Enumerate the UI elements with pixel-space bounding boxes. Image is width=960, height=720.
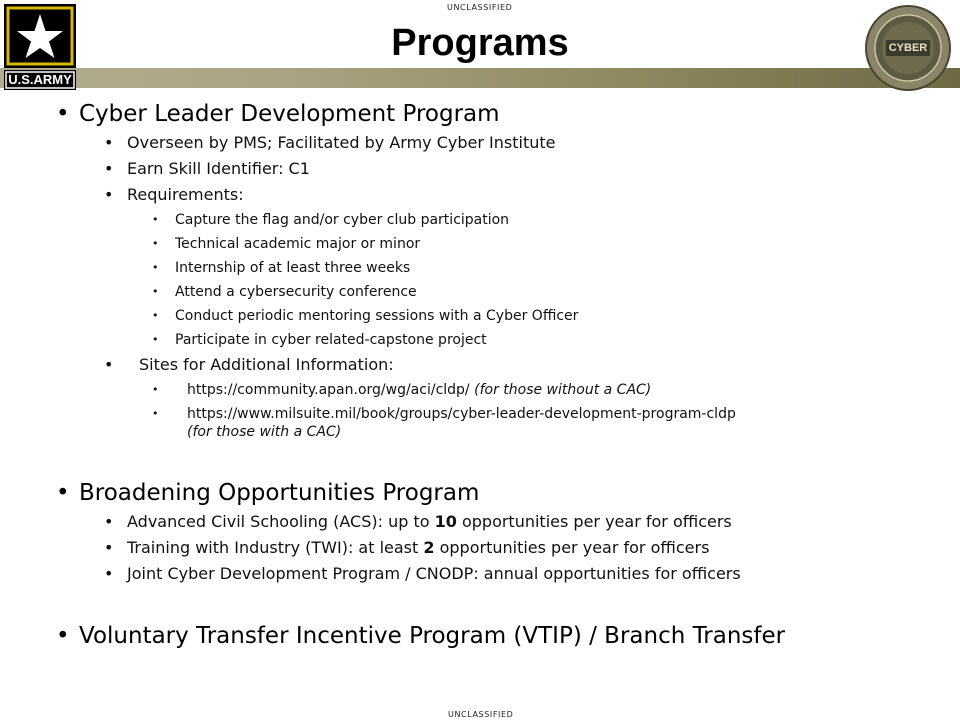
- bop-item-count: 2: [423, 538, 435, 557]
- bullet: •: [104, 159, 114, 178]
- bullet: •: [152, 383, 159, 396]
- vtip-heading: Voluntary Transfer Incentive Program (VTIP) / Branch Transfer: [79, 623, 786, 649]
- requirement-item: Participate in cyber related-capstone project: [175, 332, 487, 348]
- bop-item-count: 10: [434, 512, 457, 531]
- seal-text: CYBER: [888, 42, 928, 54]
- requirement-item: Capture the flag and/or cyber club participation: [175, 212, 510, 228]
- bullet: •: [152, 261, 159, 274]
- site-note: [187, 423, 341, 441]
- bop-item-text: Advanced Civil Schooling (ACS): up to: [127, 512, 435, 531]
- bullet: •: [152, 213, 159, 226]
- site-link[interactable]: [187, 381, 651, 399]
- classification-top: UNCLASSIFIED: [447, 3, 513, 12]
- bop-item: [127, 512, 732, 532]
- bullet: •: [104, 512, 114, 531]
- site-note: (for those without a CAC): [474, 382, 652, 398]
- bop-heading: Broadening Opportunities Program: [79, 480, 480, 506]
- bullet: •: [56, 480, 70, 506]
- requirement-item: Conduct periodic mentoring sessions with a Cyber Officer: [175, 308, 579, 324]
- header-band: [0, 68, 960, 88]
- site-note-text: (for those with a CAC): [187, 424, 342, 440]
- classification-bottom: UNCLASSIFIED: [448, 710, 514, 719]
- requirement-item: Attend a cybersecurity conference: [175, 284, 417, 300]
- bullet: •: [152, 285, 159, 298]
- bullet: •: [104, 185, 114, 204]
- cldp-heading: Cyber Leader Development Program: [79, 101, 500, 127]
- bullet: •: [104, 538, 114, 557]
- bullet: •: [104, 133, 114, 152]
- bop-item: [127, 538, 709, 558]
- bullet: •: [152, 407, 159, 420]
- bop-item-text: Training with Industry (TWI): at least: [127, 538, 424, 557]
- bop-item-text: opportunities per year for officers: [456, 512, 732, 531]
- cldp-item: Overseen by PMS; Facilitated by Army Cyber Institute: [127, 133, 556, 152]
- bullet: •: [104, 355, 114, 374]
- bullet: •: [104, 564, 114, 583]
- sites-heading: Sites for Additional Information:: [139, 355, 394, 374]
- site-url[interactable]: https://community.apan.org/wg/aci/cldp/: [187, 382, 470, 398]
- bop-item-text: Joint Cyber Development Program / CNODP: annual opportunities for officers: [127, 564, 741, 583]
- bullet: •: [152, 309, 159, 322]
- bullet: •: [152, 333, 159, 346]
- army-logo-text: U.S.ARMY: [8, 72, 72, 87]
- bullet: •: [152, 237, 159, 250]
- cldp-item: Earn Skill Identifier: C1: [127, 159, 310, 178]
- bop-item: [127, 564, 741, 584]
- requirement-item: Internship of at least three weeks: [175, 260, 411, 276]
- site-link[interactable]: https://www.milsuite.mil/book/groups/cyber-leader-development-program-cldp: [187, 406, 736, 422]
- bullet: •: [56, 623, 70, 649]
- bop-item-text: opportunities per year for officers: [434, 538, 710, 557]
- army-logo: [4, 4, 76, 90]
- requirement-item: Technical academic major or minor: [175, 236, 421, 252]
- bullet: •: [56, 101, 70, 127]
- page-title: Programs: [391, 22, 569, 64]
- cyber-seal: [864, 4, 952, 92]
- cldp-item: Requirements:: [127, 185, 244, 204]
